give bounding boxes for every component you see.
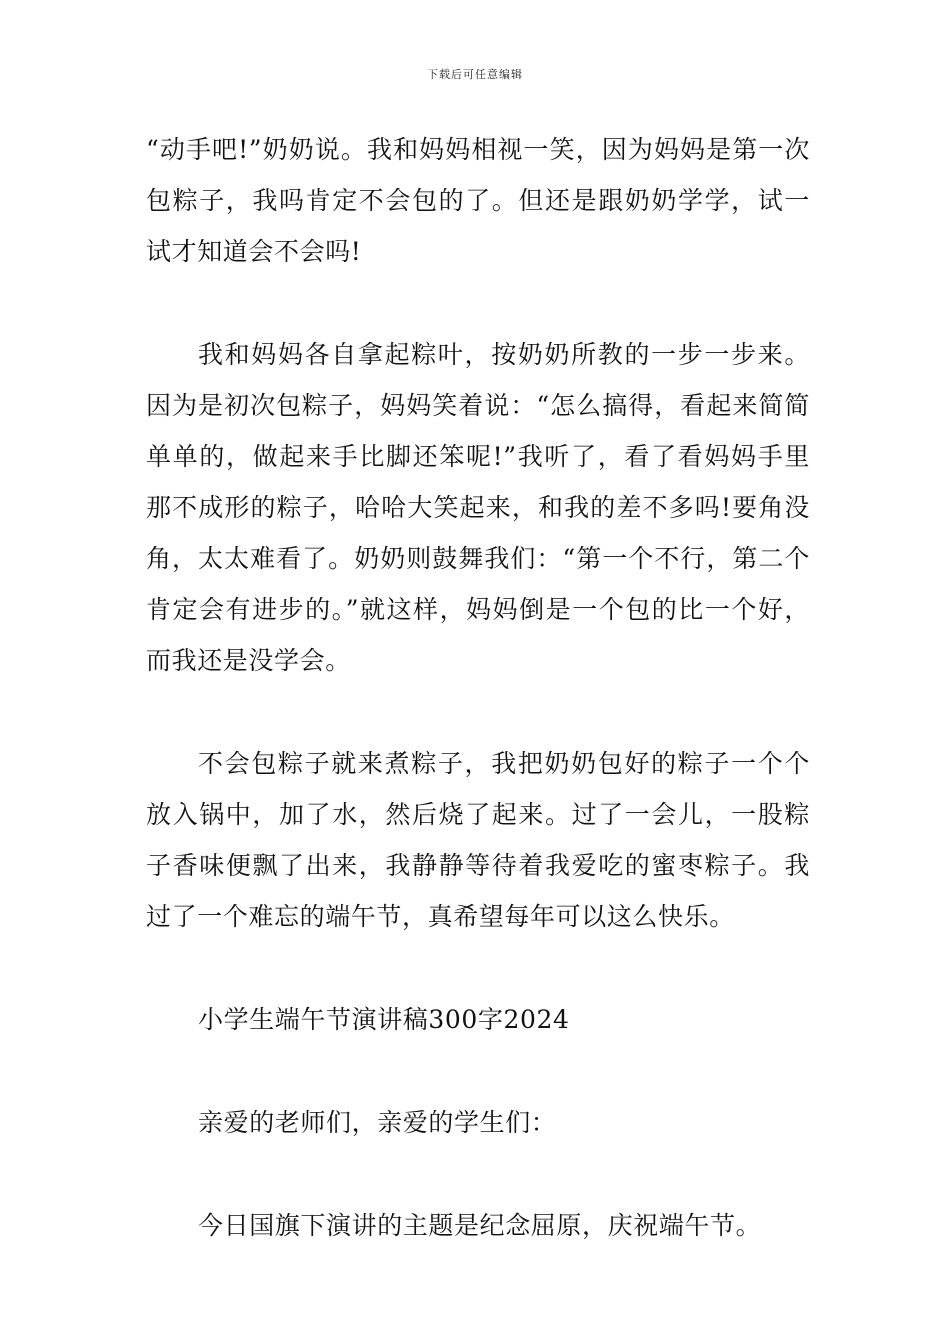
page-header-note: 下载后可任意编辑 [427, 68, 523, 81]
speech-theme: 今日国旗下演讲的主题是纪念屈原，庆祝端午节。 [198, 1211, 762, 1240]
paragraph-wrapping-zongzi: 我和妈妈各自拿起粽叶，按奶奶所教的一步一步来。因为是初次包粽子，妈妈笑着说：“怎么搞得，看起来简简单单的，做起来手比脚还笨呢!”我听了，看了看妈妈手里那不成形的粽子，哈哈大笑起来，和我的差不多吗!要角没角，太太难看了。奶奶则鼓舞我们：“第一个不行，第二个肯定会有进步的。”就这样，妈妈倒是一个包的比一个好，而我还是没学会。 [146, 340, 810, 675]
speech-title: 小学生端午节演讲稿300字2024 [198, 1005, 570, 1034]
document-body [146, 124, 810, 1251]
paragraph-cooking-zongzi: 不会包粽子就来煮粽子，我把奶奶包好的粽子一个个放入锅中，加了水，然后烧了起来。过了一会儿，一股粽子香味便飘了出来，我静静等待着我爱吃的蜜枣粽子。我过了一个难忘的端午节，真希望每年可以这么快乐。 [146, 749, 810, 931]
speech-greeting: 亲爱的老师们，亲爱的学生们： [198, 1108, 557, 1137]
paragraph-story-start: “动手吧!”奶奶说。我和妈妈相视一笑，因为妈妈是第一次包粽子，我吗肯定不会包的了。但还是跟奶奶学学，试一试才知道会不会吗! [146, 135, 810, 266]
